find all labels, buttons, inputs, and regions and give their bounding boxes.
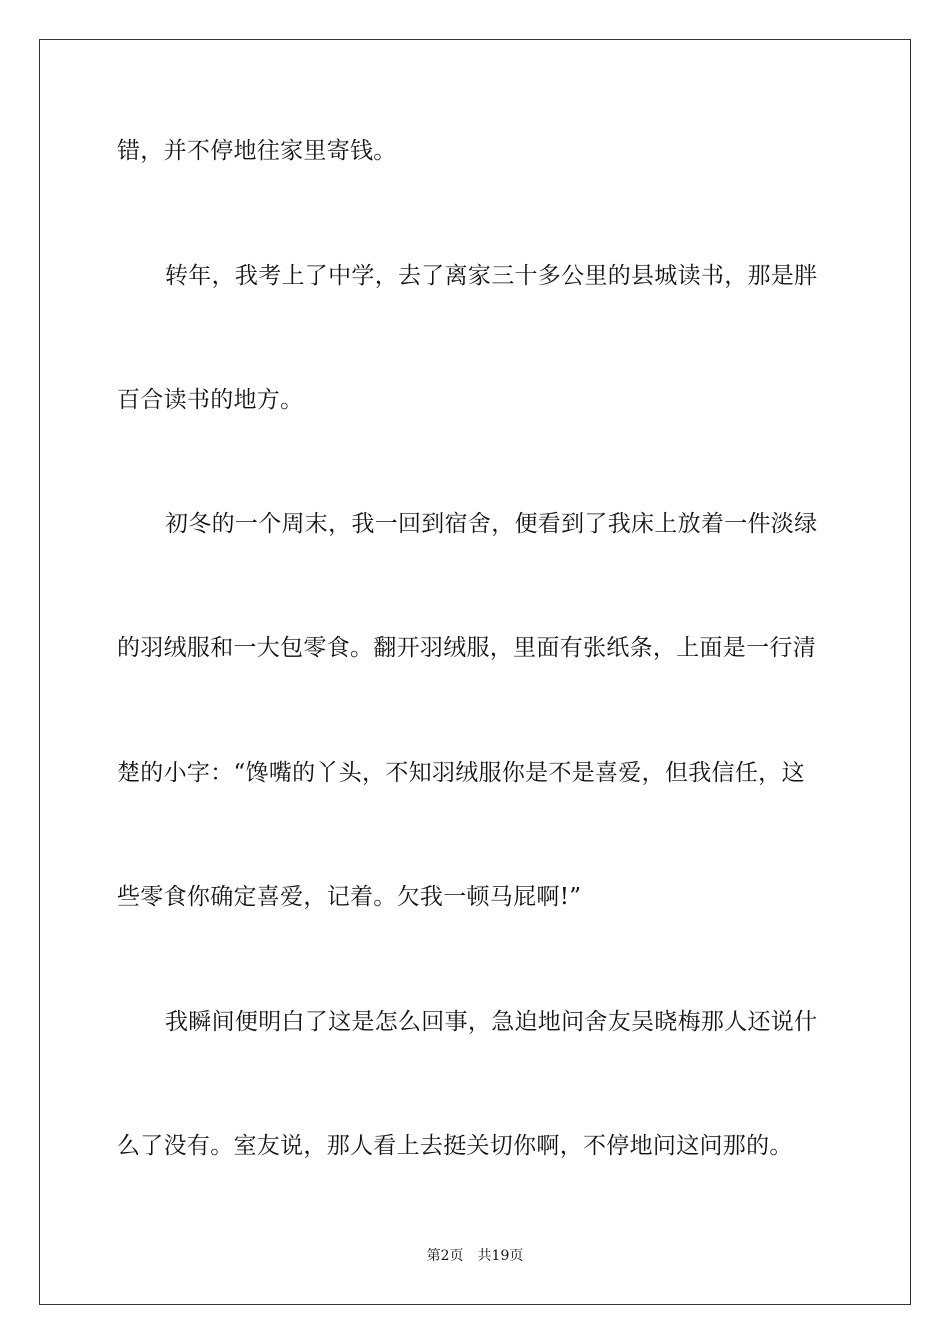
paragraph-line: 错，并不停地往家里寄钱。 xyxy=(117,138,397,164)
paragraph-line: 的羽绒服和一大包零食。翻开羽绒服，里面有张纸条，上面是一行清 xyxy=(117,635,816,661)
page-number: 第2页 xyxy=(426,1248,464,1264)
paragraph-line: 么了没有。室友说，那人看上去挺关切你啊，不停地问这问那的。 xyxy=(117,1133,793,1159)
paragraph-line: 楚的小字：“馋嘴的丫头，不知羽绒服你是不是喜爱，但我信任，这 xyxy=(117,760,805,786)
paragraph-line: 初冬的一个周末，我一回到宿舍，便看到了我床上放着一件淡绿 xyxy=(165,511,818,537)
paragraph-line: 我瞬间便明白了这是怎么回事，急迫地问舍友吴晓梅那人还说什 xyxy=(165,1009,818,1035)
page-frame xyxy=(39,39,911,1305)
paragraph-line: 转年，我考上了中学，去了离家三十多公里的县城读书，那是胖 xyxy=(165,263,818,289)
paragraph-line: 些零食你确定喜爱，记着。欠我一顿马屁啊!” xyxy=(117,884,582,910)
page-footer xyxy=(0,1247,950,1265)
paragraph-line: 百合读书的地方。 xyxy=(117,387,304,413)
total-pages: 共19页 xyxy=(477,1248,524,1264)
